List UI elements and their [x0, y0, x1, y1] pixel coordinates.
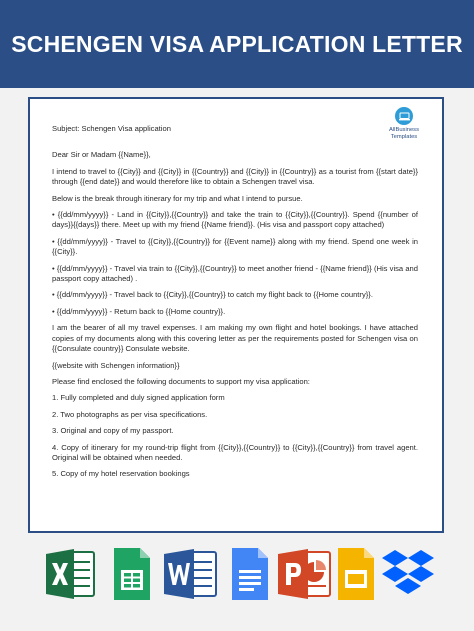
letter-subject: Subject: Schengen Visa application	[52, 124, 171, 133]
letter-intro: I intend to travel to {{City}} and {{City}} in {{Country}} and {{City}} in {{Country}} as a tourist from {{start date}} through {{end date}} and would therefore like to obtain a Schengen travel visa.	[52, 166, 418, 187]
document-item: 5. Copy of my hotel reservation bookings	[52, 469, 190, 479]
excel-icon[interactable]	[44, 546, 96, 602]
allbusiness-logo-icon	[395, 107, 413, 125]
dropbox-icon[interactable]	[378, 546, 438, 602]
document-item: 2. Two photographs as per visa specifications.	[52, 409, 208, 419]
google-sheets-icon[interactable]	[112, 546, 152, 602]
expenses-paragraph: I am the bearer of all my travel expenses. I am making my own flight and hotel bookings. I have attached copies of my documents along with this covering letter as per the requirements posted for Schengen visa on {{Consulate country}} Consulate website.	[52, 323, 418, 354]
google-slides-icon[interactable]	[336, 546, 376, 602]
itinerary-item: • {{dd/mm/yyyy}} - Land in {{City}},{{Country}} and take the train to {{City}},{{Country}}. Spend {{number of days}}{{days}} there. Meet up with my friend {{Name friend}}. (His visa and passport copy attached)	[52, 210, 418, 230]
documents-intro: Please find enclosed the following documents to support my visa application:	[52, 376, 310, 386]
google-docs-icon[interactable]	[230, 546, 270, 602]
letter-salutation: Dear Sir or Madam {{Name}},	[52, 150, 151, 160]
itinerary-item: • {{dd/mm/yyyy}} - Travel back to {{City}},{{Country}} to catch my flight back to {{Home country}}.	[52, 290, 373, 300]
app-icons-row	[0, 546, 474, 616]
title-banner	[0, 0, 474, 88]
letter-document	[28, 97, 444, 533]
document-item: 4. Copy of itinerary for my round-trip flight from {{City}},{{Country}} to {{City}},{{Country}} from travel agent. Original will be obtained when needed.	[52, 442, 418, 462]
itinerary-item: • {{dd/mm/yyyy}} - Return back to {{Home country}}.	[52, 306, 226, 316]
website-placeholder: {{website with Schengen information}}	[52, 360, 180, 370]
itinerary-intro: Below is the break through itinerary for my trip and what I intend to pursue.	[52, 193, 303, 203]
page-title: SCHENGEN VISA APPLICATION LETTER	[11, 30, 463, 57]
document-item: 3. Original and copy of my passport.	[52, 426, 174, 436]
itinerary-item: • {{dd/mm/yyyy}} - Travel via train to {{City}},{{Country}} to meet another friend - {{Name friend}} (His visa and passport copy attached) .	[52, 263, 418, 284]
document-item: 1. Fully completed and duly signed application form	[52, 393, 225, 403]
powerpoint-icon[interactable]	[276, 546, 332, 602]
letter-body	[52, 124, 418, 486]
itinerary-item: • {{dd/mm/yyyy}} - Travel to {{City}},{{Country}} for {{Event name}} along with my friend. Spend one week in {{City}}.	[52, 236, 418, 257]
word-icon[interactable]	[162, 546, 218, 602]
brand-name: AllBusiness Templates	[389, 127, 419, 140]
